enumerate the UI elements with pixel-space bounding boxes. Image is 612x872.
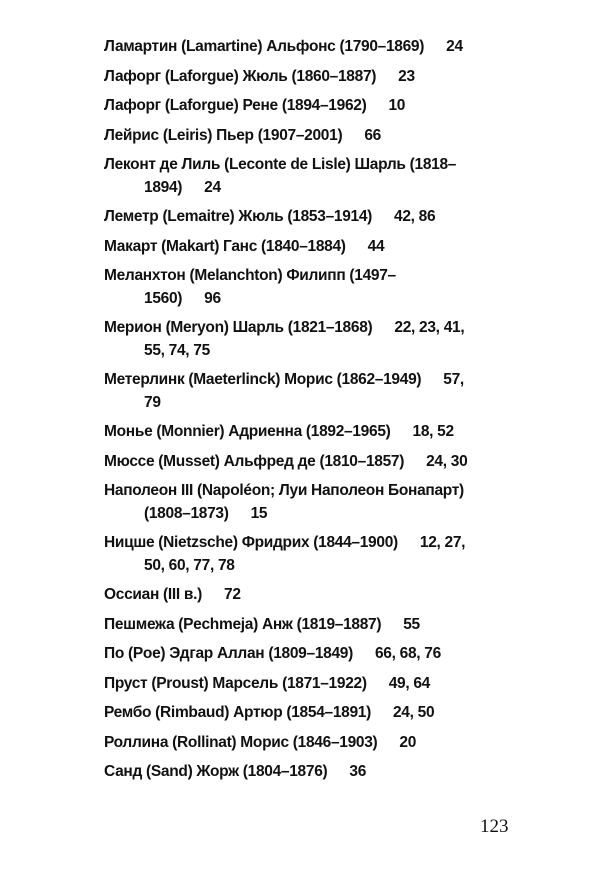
index-entry-line xyxy=(104,236,524,259)
index-entry-pages: 57, xyxy=(443,371,464,388)
index-entry-line xyxy=(104,761,524,784)
index-entry-line xyxy=(104,95,524,118)
index-entry xyxy=(104,643,524,666)
index-entry xyxy=(104,154,524,199)
index-entry-text: Пешмежа (Pechmeja) Анж (1819–1887) xyxy=(104,615,382,633)
index-entry xyxy=(104,236,524,259)
index-entry xyxy=(104,480,524,525)
index-entry-line xyxy=(104,451,524,474)
index-entry-line xyxy=(104,317,524,340)
index-entry-line xyxy=(104,643,524,666)
index-entry-text: Оссиан (III в.) xyxy=(104,586,202,603)
index-entry-text: 79 xyxy=(144,393,161,411)
index-entry xyxy=(104,206,524,229)
index-entry-line xyxy=(104,66,524,89)
index-entry xyxy=(104,761,524,784)
index-entry-text: По (Poe) Эдгар Аллан (1809–1849) xyxy=(104,645,353,662)
index-entry-continuation xyxy=(104,555,524,578)
index-entry-pages: 44 xyxy=(367,237,385,255)
index-entry-line xyxy=(104,369,524,392)
index-entry-line xyxy=(104,154,524,177)
index-entry-pages: 42, 86 xyxy=(394,208,436,225)
index-entry-pages: 66, 68, 76 xyxy=(374,645,441,662)
index-entry-pages: 12, 27, xyxy=(419,534,466,551)
index-entry-line xyxy=(104,532,524,555)
index-entry-text: 50, 60, 77, 78 xyxy=(144,556,235,574)
index-entry-pages: 24 xyxy=(446,38,463,55)
index-entry-pages: 23 xyxy=(398,67,415,85)
index-entry-line xyxy=(104,584,524,607)
index-entry-text: Мюссе (Musset) Альфред де (1810–1857) xyxy=(104,452,405,470)
index-entry-line xyxy=(104,702,524,725)
index-entry xyxy=(104,673,524,696)
index-entry-text: Ницше (Nietzsche) Фридрих (1844–1900) xyxy=(104,534,398,551)
index-entry-text: Монье (Monnier) Адриенна (1892–1965) xyxy=(104,423,391,440)
index-entry-continuation xyxy=(104,177,524,200)
index-entry-pages: 24, 30 xyxy=(426,452,468,470)
index-entry-line xyxy=(104,614,524,637)
index-entry xyxy=(104,584,524,607)
index-entry xyxy=(104,421,524,444)
index-entry xyxy=(104,125,524,148)
index-entry-line xyxy=(104,673,524,696)
index-entry-text: 1894) xyxy=(144,178,183,196)
index-entry-line xyxy=(104,36,524,59)
index-entry-pages: 72 xyxy=(224,586,241,603)
index-entry-pages: 22, 23, 41, xyxy=(394,319,465,336)
index-entry xyxy=(104,702,524,725)
name-index xyxy=(104,36,524,791)
index-entry-text: Лафорг (Laforgue) Жюль (1860–1887) xyxy=(104,67,377,85)
index-entry-text: Пруст (Proust) Марсель (1871–1922) xyxy=(104,674,367,692)
index-entry xyxy=(104,66,524,89)
index-entry xyxy=(104,369,524,414)
index-entry-line xyxy=(104,421,524,444)
index-entry-text: Меланхтон (Melanchton) Филипп (1497– xyxy=(104,267,396,284)
index-entry-pages: 36 xyxy=(349,763,367,780)
index-entry-text: Леконт де Лиль (Leconte de Lisle) Шарль (1818– xyxy=(104,156,457,173)
index-entry-line xyxy=(104,125,524,148)
index-entry-continuation xyxy=(104,288,524,311)
index-entry xyxy=(104,732,524,755)
index-entry-text: Лейрис (Leiris) Пьер (1907–2001) xyxy=(104,126,343,144)
index-entry-text: Роллина (Rollinat) Морис (1846–1903) xyxy=(104,733,378,751)
index-entry-pages: 55 xyxy=(403,615,420,633)
index-entry-continuation xyxy=(104,392,524,415)
index-entry-pages: 66 xyxy=(364,126,381,144)
index-entry-text: Леметр (Lemaitre) Жюль (1853–1914) xyxy=(104,208,373,225)
index-entry xyxy=(104,451,524,474)
index-entry-text: 1560) xyxy=(144,289,183,307)
index-entry-pages: 96 xyxy=(204,289,221,307)
index-entry-text: Макарт (Makart) Ганс (1840–1884) xyxy=(104,237,346,255)
index-entry-pages: 10 xyxy=(388,97,406,114)
index-entry-continuation xyxy=(104,340,524,363)
index-entry-pages: 24, 50 xyxy=(392,704,435,721)
index-entry-pages: 20 xyxy=(399,733,417,751)
index-entry xyxy=(104,614,524,637)
page-number: 123 xyxy=(480,816,509,837)
index-entry-pages: 18, 52 xyxy=(412,423,454,440)
index-entry xyxy=(104,36,524,59)
index-entry xyxy=(104,532,524,577)
index-entry-text: Мерион (Meryon) Шарль (1821–1868) xyxy=(104,319,373,336)
index-entry-text: Наполеон III (Napoléon; Луи Наполеон Бонапарт) xyxy=(104,482,464,499)
index-entry-line xyxy=(104,206,524,229)
index-entry-text: 55, 74, 75 xyxy=(144,341,210,359)
index-entry-text: Рембо (Rimbaud) Артюр (1854–1891) xyxy=(104,704,371,721)
index-entry-pages: 15 xyxy=(250,504,268,522)
index-entry xyxy=(104,265,524,310)
index-entry-pages: 24 xyxy=(204,178,221,196)
index-entry-line xyxy=(104,480,524,503)
index-entry-text: Метерлинк (Maeterlinck) Морис (1862–1949) xyxy=(104,371,422,388)
index-entry-continuation xyxy=(104,503,524,526)
index-entry xyxy=(104,317,524,362)
index-entry-pages: 49, 64 xyxy=(388,674,430,692)
index-entry-text: Лафорг (Laforgue) Рене (1894–1962) xyxy=(104,97,367,114)
index-entry-text: (1808–1873) xyxy=(144,504,229,522)
index-entry-line xyxy=(104,732,524,755)
index-entry-line xyxy=(104,265,524,288)
index-entry-text: Ламартин (Lamartine) Альфонс (1790–1869) xyxy=(104,38,425,55)
index-entry xyxy=(104,95,524,118)
index-entry-text: Санд (Sand) Жорж (1804–1876) xyxy=(104,763,328,780)
